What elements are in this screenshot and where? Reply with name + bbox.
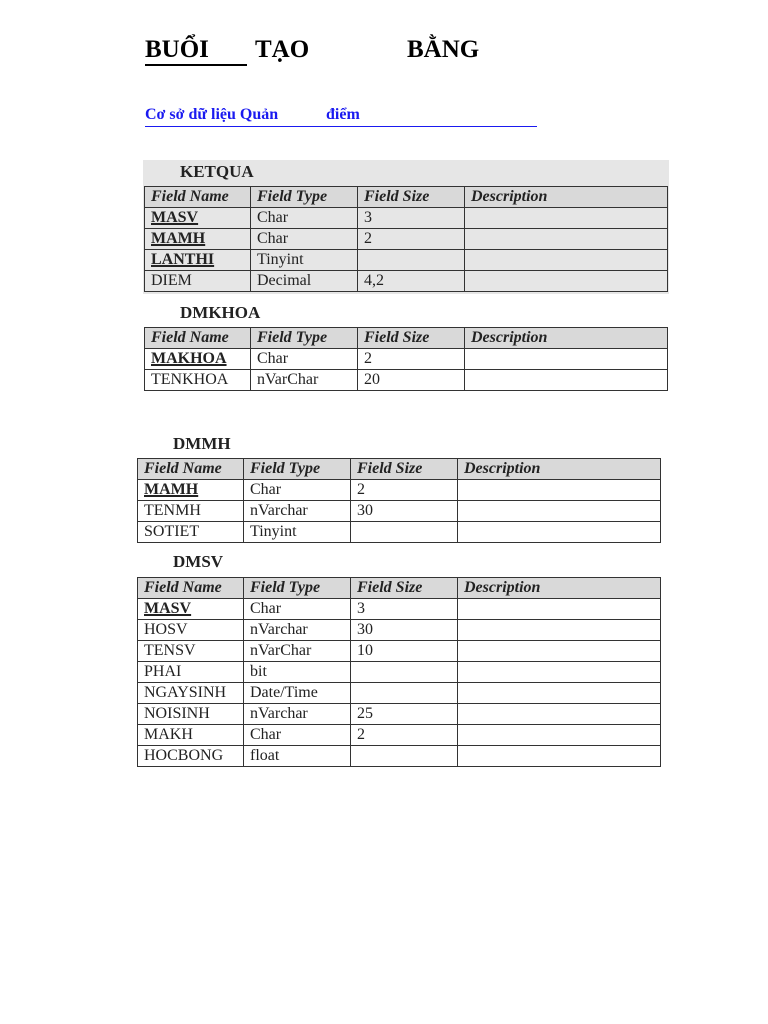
cell-field: MASV xyxy=(145,208,251,229)
cell-field: MAKH xyxy=(138,725,244,746)
cell-type: Tinyint xyxy=(244,522,351,543)
table-row xyxy=(138,746,661,767)
cell-size: 3 xyxy=(351,599,458,620)
cell-field: LANTHI xyxy=(145,250,251,271)
cell-type: Tinyint xyxy=(251,250,358,271)
column-header: Field Type xyxy=(244,578,351,599)
cell-type: Char xyxy=(251,349,358,370)
cell-desc xyxy=(465,349,668,370)
cell-desc xyxy=(458,641,661,662)
table-name: DMSV xyxy=(173,552,224,571)
table-row xyxy=(138,522,661,543)
table-name: KETQUA xyxy=(180,162,254,181)
table-row xyxy=(138,641,661,662)
cell-field: SOTIET xyxy=(138,522,244,543)
cell-desc xyxy=(458,599,661,620)
cell-desc xyxy=(458,746,661,767)
table-row xyxy=(138,662,661,683)
cell-size xyxy=(351,662,458,683)
column-header: Description xyxy=(458,459,661,480)
cell-desc xyxy=(458,704,661,725)
cell-desc xyxy=(458,480,661,501)
cell-field: TENMH xyxy=(138,501,244,522)
cell-size xyxy=(358,250,465,271)
column-header: Field Name xyxy=(138,459,244,480)
cell-size xyxy=(351,683,458,704)
table-row xyxy=(138,725,661,746)
cell-desc xyxy=(465,271,668,292)
table-dmmh xyxy=(137,458,661,543)
cell-size: 30 xyxy=(351,501,458,522)
cell-field: MAMH xyxy=(145,229,251,250)
subtitle-part-2: điểm xyxy=(326,106,360,123)
cell-size: 25 xyxy=(351,704,458,725)
cell-desc xyxy=(458,620,661,641)
cell-field: MAMH xyxy=(138,480,244,501)
cell-field: TENSV xyxy=(138,641,244,662)
cell-size: 2 xyxy=(351,480,458,501)
cell-size: 30 xyxy=(351,620,458,641)
cell-desc xyxy=(458,725,661,746)
cell-desc xyxy=(458,683,661,704)
column-header: Field Name xyxy=(145,328,251,349)
table-row xyxy=(145,229,668,250)
column-header: Field Name xyxy=(145,187,251,208)
table-name: DMMH xyxy=(173,434,231,453)
title-part-1: BUỔI xyxy=(145,36,247,66)
cell-size: 2 xyxy=(358,349,465,370)
cell-type: Char xyxy=(244,725,351,746)
table-row xyxy=(138,683,661,704)
cell-type: float xyxy=(244,746,351,767)
cell-field: NGAYSINH xyxy=(138,683,244,704)
cell-desc xyxy=(458,522,661,543)
cell-size: 4,2 xyxy=(358,271,465,292)
table-header-row xyxy=(138,459,661,480)
cell-size: 2 xyxy=(358,229,465,250)
table-dmsv xyxy=(137,577,661,767)
table-row xyxy=(138,501,661,522)
cell-size: 3 xyxy=(358,208,465,229)
cell-desc xyxy=(465,229,668,250)
cell-size xyxy=(351,746,458,767)
cell-type: nVarchar xyxy=(244,501,351,522)
table-row xyxy=(145,271,668,292)
cell-desc xyxy=(465,250,668,271)
column-header: Field Size xyxy=(351,459,458,480)
cell-type: nVarchar xyxy=(244,704,351,725)
cell-type: Decimal xyxy=(251,271,358,292)
table-ketqua xyxy=(144,186,668,292)
column-header: Field Name xyxy=(138,578,244,599)
cell-desc xyxy=(465,208,668,229)
cell-field: PHAI xyxy=(138,662,244,683)
cell-desc xyxy=(458,501,661,522)
cell-type: nVarChar xyxy=(244,641,351,662)
cell-type: nVarChar xyxy=(251,370,358,391)
page-title xyxy=(145,36,505,70)
column-header: Field Size xyxy=(358,187,465,208)
cell-size xyxy=(351,522,458,543)
cell-field: HOCBONG xyxy=(138,746,244,767)
cell-type: Char xyxy=(244,599,351,620)
cell-field: MAKHOA xyxy=(145,349,251,370)
column-header: Description xyxy=(465,328,668,349)
table-header-row xyxy=(145,187,668,208)
cell-field: DIEM xyxy=(145,271,251,292)
cell-field: TENKHOA xyxy=(145,370,251,391)
table-row xyxy=(145,370,668,391)
column-header: Field Size xyxy=(351,578,458,599)
column-header: Description xyxy=(465,187,668,208)
cell-field: MASV xyxy=(138,599,244,620)
cell-type: nVarchar xyxy=(244,620,351,641)
table-row xyxy=(138,599,661,620)
cell-type: bit xyxy=(244,662,351,683)
cell-desc xyxy=(458,662,661,683)
table-row xyxy=(138,704,661,725)
table-name: DMKHOA xyxy=(180,303,261,322)
subtitle-part-1: Cơ sở dữ liệu Quản xyxy=(145,106,279,123)
cell-field: HOSV xyxy=(138,620,244,641)
column-header: Description xyxy=(458,578,661,599)
column-header: Field Type xyxy=(251,187,358,208)
table-row xyxy=(138,620,661,641)
column-header: Field Size xyxy=(358,328,465,349)
title-part-3: BẰNG xyxy=(407,36,480,63)
cell-desc xyxy=(465,370,668,391)
cell-size: 20 xyxy=(358,370,465,391)
column-header: Field Type xyxy=(244,459,351,480)
cell-size: 10 xyxy=(351,641,458,662)
table-row xyxy=(145,250,668,271)
column-header: Field Type xyxy=(251,328,358,349)
table-header-row xyxy=(138,578,661,599)
table-row xyxy=(145,208,668,229)
table-row xyxy=(138,480,661,501)
cell-type: Char xyxy=(244,480,351,501)
cell-field: NOISINH xyxy=(138,704,244,725)
title-part-2: TẠO xyxy=(255,36,310,63)
cell-type: Char xyxy=(251,208,358,229)
table-header-row xyxy=(145,328,668,349)
cell-type: Char xyxy=(251,229,358,250)
cell-size: 2 xyxy=(351,725,458,746)
table-dmkhoa xyxy=(144,327,668,391)
subtitle-link[interactable] xyxy=(145,106,537,127)
table-row xyxy=(145,349,668,370)
cell-type: Date/Time xyxy=(244,683,351,704)
